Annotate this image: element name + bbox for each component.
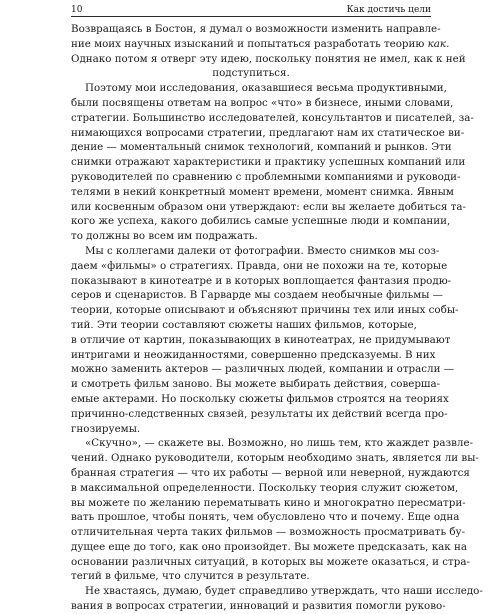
text-line: даем «фильмы» о стратегиях. Правда, они не похожи на те, которые bbox=[71, 259, 448, 272]
text-line: телями в некий конкретный момент времени, момент снимка. Явным bbox=[71, 185, 454, 198]
emphasis-word: как. bbox=[427, 37, 450, 50]
text-line: Не хвастаясь, думаю, будет справедливо утверждать, что наши исследо- bbox=[85, 585, 483, 598]
text-line: нимающихся вопросами стратегии, предлагают нам их статическое ви- bbox=[71, 126, 465, 139]
text-line: тегий в фильме, что случится в результате. bbox=[71, 570, 310, 583]
text-line: можно заменить актеров — различных людей, компании и отрасли — bbox=[71, 363, 455, 376]
text-line: теории, которые описывают и объясняют причины тех или иных собы- bbox=[71, 304, 459, 317]
text-line: Однако потом я отверг эту идею, поскольку понятия не имел, как к ней bbox=[71, 52, 466, 65]
text-line: вы можете по желанию перематывать кино и многократно пересматри- bbox=[71, 496, 466, 509]
text-line: подступиться. bbox=[212, 67, 290, 80]
text-line: кого же успеха, какого добились самые успешные люди и компании, bbox=[71, 215, 451, 228]
text-line: дение — моментальный снимок технологий, компаний и рынков. Эти bbox=[71, 141, 452, 154]
text-line: отличительная черта таких фильмов — возможность просматривать бу- bbox=[71, 526, 466, 539]
text-line: тий. Эти теории составляют сюжеты наших фильмов, которые, bbox=[71, 318, 417, 331]
text-line: серов и сценаристов. В Гарварде мы создаем необычные фильмы — bbox=[71, 289, 443, 302]
text-line: «Скучно», — скажете вы. Возможно, но лишь тем, кто жаждет развле- bbox=[85, 437, 474, 450]
text-line: интригами и неожиданностями, совершенно предсказуемы. В них bbox=[71, 348, 436, 361]
body-text bbox=[71, 22, 483, 614]
text-line: руководителей по сравнению с проблемными компаниями и руководи- bbox=[71, 170, 461, 183]
text-line: Мы с коллегами далеки от фотографии. Вместо снимков мы соз- bbox=[85, 244, 440, 257]
running-title: Как достичь цели bbox=[346, 5, 431, 15]
text-line: бранная стратегия — что их работы — верной или неверной, нуждаются bbox=[71, 466, 470, 479]
header-rule bbox=[71, 16, 431, 17]
text-line: и смотреть фильм заново. Вы можете выбирать действия, соверша- bbox=[71, 378, 441, 391]
text-line: Поэтому мои исследования, оказавшиеся весьма продуктивными, bbox=[85, 82, 447, 95]
text-line: вания в вопросах стратегии, инноваций и развития помогли руково- bbox=[71, 600, 446, 613]
text-line: Возвращаясь в Бостон, я думал о возможности изменить направле- bbox=[71, 23, 441, 35]
page-number: 10 bbox=[71, 5, 83, 15]
text-line: стратегии. Большинство исследователей, консультантов и писателей, за- bbox=[71, 111, 474, 124]
text-line: чений. Однако руководители, которым необходимо знать, является ли вы- bbox=[71, 452, 479, 465]
text-line: вать прошлое, чтобы понять, чем обусловлено что и почему. Еще одна bbox=[71, 511, 460, 524]
text-line: были посвящены ответам на вопрос «что» в бизнесе, иными словами, bbox=[71, 96, 454, 109]
text-line: то должны во всем им подражать. bbox=[71, 230, 258, 243]
text-line: снимки отражают характеристики и практику успешных компаний или bbox=[71, 156, 466, 169]
text-line: показывают в кинотеатре и в которых воплощается фантазия продю- bbox=[71, 274, 452, 287]
text-line: основании различных ситуаций, в которых вы можете оказаться, и стра- bbox=[71, 555, 470, 568]
text-line: в максимальной определенности. Поскольку теория служит сюжетом, bbox=[71, 481, 459, 494]
text-line: или косвенным образом они утверждают: если вы желаете добиться та- bbox=[71, 200, 467, 213]
text-line: причинно-следственных связей, результаты их действий всегда про- bbox=[71, 407, 448, 420]
text-line: емые актерами. Но поскольку сюжеты фильмов строятся на теориях bbox=[71, 392, 449, 405]
text-line: в отличие от картин, показывающих в кинотеатрах, не придумывают bbox=[71, 333, 451, 346]
text-line: гнозируемы. bbox=[71, 422, 141, 435]
text-line: дущее еще до того, как оно произойдет. Вы можете предсказать, как на bbox=[71, 540, 467, 553]
text-line: ние моих научных изысканий и попытаться разработать теорию как. bbox=[71, 37, 450, 50]
